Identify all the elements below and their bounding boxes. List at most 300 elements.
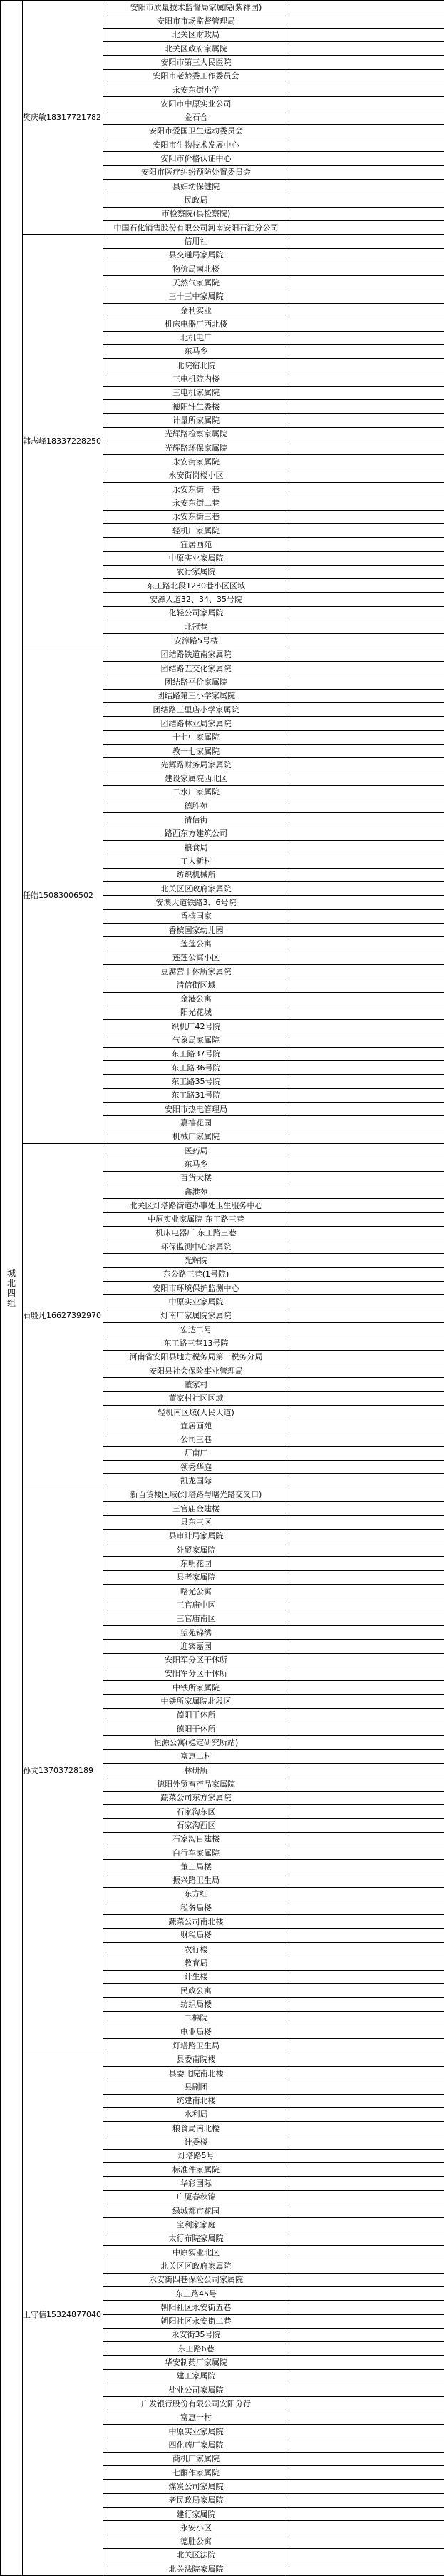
empty-cell	[289, 2011, 444, 2025]
place-cell: 光辉路财务局家属院	[103, 758, 289, 772]
place-cell: 德胜公寓	[103, 2535, 289, 2548]
place-cell: 鑫港苑	[103, 1185, 289, 1198]
place-cell: 富惠一村	[103, 2411, 289, 2424]
place-cell: 太行布院家属院	[103, 2232, 289, 2245]
empty-cell	[289, 717, 444, 730]
empty-cell	[289, 1667, 444, 1680]
place-cell: 安阳市老龄委工作委员会	[103, 69, 289, 83]
contact-cell: 石殷凡16627392970	[23, 1143, 103, 1488]
region-label: 城北四组	[6, 1268, 16, 1309]
place-cell: 电业局楼	[103, 2025, 289, 2038]
empty-cell	[289, 634, 444, 648]
place-cell: 机床电器厂 东工路三巷	[103, 1226, 289, 1240]
empty-cell	[289, 538, 444, 551]
empty-cell	[289, 772, 444, 785]
empty-cell	[289, 1130, 444, 1143]
empty-cell	[289, 1708, 444, 1722]
place-cell: 金港公寓	[103, 992, 289, 1006]
place-cell: 豆腐营干休所家属院	[103, 964, 289, 978]
empty-cell	[289, 152, 444, 165]
contact-cell: 任皓15083006502	[23, 648, 103, 1143]
empty-cell	[289, 248, 444, 262]
empty-cell	[289, 620, 444, 634]
place-cell: 安阳市中原实业公司	[103, 97, 289, 111]
empty-cell	[289, 1874, 444, 1887]
place-cell: 商机厂家属院	[103, 2452, 289, 2465]
place-cell: 县东三区	[103, 1516, 289, 1529]
empty-cell	[289, 1956, 444, 1970]
empty-cell	[289, 923, 444, 936]
empty-cell	[289, 606, 444, 620]
place-cell: 路西东方建筑公司	[103, 827, 289, 840]
empty-cell	[289, 758, 444, 772]
empty-cell	[289, 1915, 444, 1928]
empty-cell	[289, 1350, 444, 1364]
empty-cell	[289, 1267, 444, 1281]
place-cell: 中铁所家属院	[103, 1681, 289, 1695]
place-cell: 县审计局家属院	[103, 1529, 289, 1543]
place-cell: 林研所	[103, 1764, 289, 1777]
place-cell: 光辉院	[103, 1254, 289, 1267]
place-cell: 三电机院内楼	[103, 372, 289, 386]
empty-cell	[289, 303, 444, 317]
empty-cell	[289, 290, 444, 303]
place-cell: 中铁所家属院北段区	[103, 1695, 289, 1708]
empty-cell	[289, 1336, 444, 1350]
place-cell: 德阳针生委楼	[103, 400, 289, 414]
empty-cell	[289, 1282, 444, 1295]
place-cell: 七酮作家属院	[103, 2465, 289, 2479]
empty-cell	[289, 1323, 444, 1336]
place-cell: 安阳市生物技术发展中心	[103, 138, 289, 152]
empty-cell	[289, 1887, 444, 1901]
empty-cell	[289, 344, 444, 358]
place-cell: 安阳市医疗纠纷预防处置委员会	[103, 165, 289, 179]
place-cell: 东工路三巷13号院	[103, 1336, 289, 1350]
place-cell: 北冠巷	[103, 620, 289, 634]
empty-cell	[289, 882, 444, 896]
place-cell: 县交通局家属院	[103, 248, 289, 262]
place-cell: 德阳干休所	[103, 1708, 289, 1722]
place-cell: 宜居画苑	[103, 538, 289, 551]
place-cell: 建行家属院	[103, 2507, 289, 2520]
place-cell: 轻机厂家属院	[103, 523, 289, 537]
place-cell: 北机电厂	[103, 331, 289, 344]
table-row	[1, 1488, 444, 1501]
empty-cell	[289, 702, 444, 716]
empty-cell	[289, 2562, 444, 2576]
place-cell: 纺织局楼	[103, 1998, 289, 2011]
place-cell: 迎宾嘉园	[103, 1640, 289, 1653]
place-cell: 安阳市质量技术监督局家属院(紫祥园)	[103, 1, 289, 14]
empty-cell	[289, 1736, 444, 1749]
place-cell: 朝阳社区永安街五巷	[103, 2301, 289, 2314]
place-cell: 蔬菜公司南北楼	[103, 1915, 289, 1928]
place-cell: 轻机南区域(人民大道)	[103, 1405, 289, 1419]
empty-cell	[289, 1157, 444, 1171]
empty-cell	[289, 2245, 444, 2259]
empty-cell	[289, 1378, 444, 1391]
place-cell: 统建南北楼	[103, 2094, 289, 2107]
table-row	[1, 235, 444, 248]
empty-cell	[289, 937, 444, 951]
place-cell: 蔬菜公司东方家属院	[103, 1791, 289, 1804]
place-cell: 民政公寓	[103, 1984, 289, 1998]
place-cell: 东方红	[103, 1887, 289, 1901]
place-cell: 安阳军分区干休所	[103, 1667, 289, 1680]
place-cell: 天然气家属院	[103, 276, 289, 290]
empty-cell	[289, 1791, 444, 1804]
empty-cell	[289, 235, 444, 248]
empty-cell	[289, 785, 444, 799]
empty-cell	[289, 1143, 444, 1157]
place-cell: 团结路五交化家属院	[103, 662, 289, 675]
empty-cell	[289, 69, 444, 83]
empty-cell	[289, 1419, 444, 1433]
empty-cell	[289, 2438, 444, 2452]
empty-cell	[289, 510, 444, 523]
place-cell: 二棉院	[103, 2011, 289, 2025]
empty-cell	[289, 1543, 444, 1557]
empty-cell	[289, 1764, 444, 1777]
place-cell: 团结路铁道南家属院	[103, 648, 289, 661]
empty-cell	[289, 372, 444, 386]
place-cell: 北关区政府家属院	[103, 41, 289, 55]
empty-cell	[289, 2080, 444, 2094]
empty-cell	[289, 2286, 444, 2300]
place-cell: 县老家属院	[103, 1570, 289, 1584]
empty-cell	[289, 1433, 444, 1446]
place-cell: 振兴路卫生局	[103, 1874, 289, 1887]
empty-cell	[289, 593, 444, 606]
place-cell: 曙光公寓	[103, 1584, 289, 1598]
empty-cell	[289, 868, 444, 881]
empty-cell	[289, 2163, 444, 2177]
empty-cell	[289, 2039, 444, 2053]
place-cell: 计生楼	[103, 1970, 289, 1983]
empty-cell	[289, 482, 444, 496]
place-cell: 金石合	[103, 111, 289, 124]
place-cell: 老民政局家属院	[103, 2493, 289, 2507]
empty-cell	[289, 2383, 444, 2397]
place-cell: 物价局南北楼	[103, 262, 289, 275]
table-row	[1, 648, 444, 661]
empty-cell	[289, 1640, 444, 1653]
empty-cell	[289, 1309, 444, 1322]
empty-cell	[289, 978, 444, 992]
place-cell: 德胜苑	[103, 799, 289, 813]
place-cell: 建设家属院西北区	[103, 772, 289, 785]
place-cell: 永安东街小学	[103, 83, 289, 96]
place-cell: 煤炭公司家属院	[103, 2480, 289, 2493]
place-cell: 三官庙中区	[103, 1598, 289, 1612]
empty-cell	[289, 1970, 444, 1983]
place-cell: 团结路林业局家属院	[103, 717, 289, 730]
empty-cell	[289, 2369, 444, 2383]
place-cell: 化轻公司家属院	[103, 606, 289, 620]
place-cell: 东工路45号	[103, 2286, 289, 2300]
empty-cell	[289, 854, 444, 868]
empty-cell	[289, 1185, 444, 1198]
empty-cell	[289, 1047, 444, 1060]
empty-cell	[289, 2493, 444, 2507]
place-cell: 外贸家属院	[103, 1543, 289, 1557]
place-cell: 石家沟东区	[103, 1804, 289, 1818]
empty-cell	[289, 2535, 444, 2548]
place-cell: 光辉路检察家属院	[103, 427, 289, 441]
empty-cell	[289, 455, 444, 469]
assignment-table-body	[1, 1, 444, 2576]
empty-cell	[289, 2452, 444, 2465]
place-cell: 计委楼	[103, 2135, 289, 2149]
empty-cell	[289, 2411, 444, 2424]
empty-cell	[289, 207, 444, 220]
empty-cell	[289, 41, 444, 55]
empty-cell	[289, 469, 444, 482]
place-cell: 恒源公寓(稳定研究所站)	[103, 1736, 289, 1749]
empty-cell	[289, 1722, 444, 1736]
place-cell: 永安街四巷保险公司家属院	[103, 2273, 289, 2286]
place-cell: 县妇幼保健院	[103, 180, 289, 193]
place-cell: 团结路三里店小学家属院	[103, 702, 289, 716]
empty-cell	[289, 441, 444, 455]
place-cell: 宏达二号	[103, 1323, 289, 1336]
place-cell: 北关法院家属院	[103, 2562, 289, 2576]
region-cell	[1, 1, 23, 2576]
place-cell: 董家村社区区域	[103, 1391, 289, 1405]
empty-cell	[289, 2218, 444, 2232]
empty-cell	[289, 1254, 444, 1267]
empty-cell	[289, 1819, 444, 1832]
place-cell: 领秀华庭	[103, 1461, 289, 1474]
place-cell: 县委南院楼	[103, 2053, 289, 2066]
empty-cell	[289, 1749, 444, 1763]
place-cell: 德阳外贸畜产品家属院	[103, 1777, 289, 1791]
empty-cell	[289, 1584, 444, 1598]
place-cell: 北关区财政局	[103, 28, 289, 41]
place-cell: 朝阳社区永安街二巷	[103, 2314, 289, 2328]
place-cell: 宜居画苑	[103, 1419, 289, 1433]
place-cell: 县剧团	[103, 2080, 289, 2094]
place-cell: 财税局楼	[103, 1928, 289, 1942]
table-row	[1, 1, 444, 14]
place-cell: 北关区区政府家属院	[103, 882, 289, 896]
place-cell: 白行车家属院	[103, 1846, 289, 1859]
empty-cell	[289, 1033, 444, 1047]
empty-cell	[289, 359, 444, 372]
empty-cell	[289, 2328, 444, 2341]
place-cell: 教育局	[103, 1956, 289, 1970]
place-cell: 北关区区政府家属院	[103, 2259, 289, 2273]
place-cell: 安漳路5号楼	[103, 634, 289, 648]
place-cell: 望苑锦绣	[103, 1625, 289, 1639]
empty-cell	[289, 262, 444, 275]
empty-cell	[289, 951, 444, 964]
empty-cell	[289, 1998, 444, 2011]
place-cell: 灯南厂	[103, 1446, 289, 1460]
place-cell: 中原实业家属院 东工路三巷	[103, 1212, 289, 1226]
place-cell: 环保监测中心家属院	[103, 1240, 289, 1254]
empty-cell	[289, 386, 444, 399]
place-cell: 东工路35号院	[103, 1075, 289, 1088]
empty-cell	[289, 2301, 444, 2314]
empty-cell	[289, 1103, 444, 1116]
place-cell: 安阳市环境保护监测中心	[103, 1282, 289, 1295]
place-cell: 二水厂家属院	[103, 785, 289, 799]
empty-cell	[289, 1529, 444, 1543]
place-cell: 清信街	[103, 813, 289, 827]
place-cell: 中原实业家属院	[103, 551, 289, 565]
empty-cell	[289, 1006, 444, 1019]
empty-cell	[289, 56, 444, 69]
place-cell: 中国石化销售股份有限公司河南安阳石油分公司	[103, 221, 289, 235]
place-cell: 织机厂42号院	[103, 1020, 289, 1033]
empty-cell	[289, 2066, 444, 2080]
empty-cell	[289, 565, 444, 578]
table-row	[1, 2053, 444, 2066]
place-cell: 灯塔路卫生局	[103, 2039, 289, 2053]
place-cell: 灯塔路5号	[103, 2149, 289, 2162]
empty-cell	[289, 689, 444, 702]
place-cell: 盐业公司家属院	[103, 2383, 289, 2397]
place-cell: 东公路三巷(1号院)	[103, 1267, 289, 1281]
empty-cell	[289, 1832, 444, 1846]
place-cell: 永安东街二巷	[103, 496, 289, 510]
place-cell: 金利实业	[103, 303, 289, 317]
empty-cell	[289, 414, 444, 427]
empty-cell	[289, 2135, 444, 2149]
empty-cell	[289, 124, 444, 138]
empty-cell	[289, 221, 444, 235]
contact-cell: 樊庆敏18317721782	[23, 1, 103, 235]
place-cell: 市检察院(县检察院)	[103, 207, 289, 220]
place-cell: 三官庙南区	[103, 1612, 289, 1625]
empty-cell	[289, 1, 444, 14]
place-cell: 中原实业北区	[103, 2245, 289, 2259]
empty-cell	[289, 14, 444, 28]
empty-cell	[289, 1598, 444, 1612]
empty-cell	[289, 909, 444, 923]
empty-cell	[289, 551, 444, 565]
place-cell: 广厦春秋锦	[103, 2190, 289, 2204]
empty-cell	[289, 1226, 444, 1240]
place-cell: 永安街家属院	[103, 455, 289, 469]
place-cell: 永安街35号院	[103, 2328, 289, 2341]
place-cell: 三官庙金建楼	[103, 1502, 289, 1516]
empty-cell	[289, 1984, 444, 1998]
place-cell: 东工路37号院	[103, 1047, 289, 1060]
empty-cell	[289, 2397, 444, 2411]
place-cell: 农行楼	[103, 1943, 289, 1956]
place-cell: 广发银行股份有限公司安阳分行	[103, 2397, 289, 2411]
empty-cell	[289, 1695, 444, 1708]
empty-cell	[289, 2480, 444, 2493]
empty-cell	[289, 1901, 444, 1915]
empty-cell	[289, 1612, 444, 1625]
empty-cell	[289, 2548, 444, 2562]
empty-cell	[289, 648, 444, 661]
empty-cell	[289, 896, 444, 909]
empty-cell	[289, 1364, 444, 1377]
place-cell: 民政局	[103, 193, 289, 207]
empty-cell	[289, 1557, 444, 1570]
empty-cell	[289, 813, 444, 827]
place-cell: 东工路北段1230巷小区区域	[103, 579, 289, 593]
empty-cell	[289, 2204, 444, 2218]
empty-cell	[289, 2177, 444, 2190]
place-cell: 莲莲公寓小区	[103, 951, 289, 964]
place-cell: 石家沟自建楼	[103, 1832, 289, 1846]
empty-cell	[289, 730, 444, 744]
empty-cell	[289, 1943, 444, 1956]
empty-cell	[289, 2521, 444, 2535]
place-cell: 灯南厂家属院家属院	[103, 1309, 289, 1322]
place-cell: 公司三巷	[103, 1433, 289, 1446]
empty-cell	[289, 1488, 444, 1501]
place-cell: 团结路平价家属院	[103, 675, 289, 689]
empty-cell	[289, 165, 444, 179]
empty-cell	[289, 1502, 444, 1516]
place-cell: 华安制药厂家属院	[103, 2356, 289, 2369]
place-cell: 永安小区	[103, 2521, 289, 2535]
empty-cell	[289, 111, 444, 124]
empty-cell	[289, 2314, 444, 2328]
empty-cell	[289, 1846, 444, 1859]
empty-cell	[289, 964, 444, 978]
empty-cell	[289, 1295, 444, 1309]
place-cell: 河南省安阳县地方税务局第一税务分局	[103, 1350, 289, 1364]
place-cell: 香槟国家	[103, 909, 289, 923]
place-cell: 县委北院南北楼	[103, 2066, 289, 2080]
place-cell: 绿城都市花园	[103, 2204, 289, 2218]
empty-cell	[289, 799, 444, 813]
place-cell: 富惠二村	[103, 1749, 289, 1763]
empty-cell	[289, 2356, 444, 2369]
contact-cell: 韩志峰18337228250	[23, 235, 103, 648]
place-cell: 永安东街一巷	[103, 482, 289, 496]
place-cell: 粮食局南北楼	[103, 2122, 289, 2135]
contact-cell: 王守信15324877040	[23, 2053, 103, 2576]
empty-cell	[289, 1446, 444, 1460]
place-cell: 华彩国际	[103, 2177, 289, 2190]
place-cell: 建工家属院	[103, 2369, 289, 2383]
empty-cell	[289, 1116, 444, 1130]
empty-cell	[289, 1516, 444, 1529]
place-cell: 东明花园	[103, 1557, 289, 1570]
empty-cell	[289, 400, 444, 414]
place-cell: 董家村	[103, 1378, 289, 1391]
place-cell: 石家沟西区	[103, 1819, 289, 1832]
empty-cell	[289, 83, 444, 96]
place-cell: 东工路36号院	[103, 1061, 289, 1075]
place-cell: 四化药厂家属院	[103, 2438, 289, 2452]
place-cell: 阳光花城	[103, 1006, 289, 1019]
table-row	[1, 1143, 444, 1157]
empty-cell	[289, 28, 444, 41]
empty-cell	[289, 1474, 444, 1488]
place-cell: 信用社	[103, 235, 289, 248]
place-cell: 东马乡	[103, 1157, 289, 1171]
empty-cell	[289, 1061, 444, 1075]
place-cell: 标准件家属院	[103, 2163, 289, 2177]
place-cell: 嘉禧花园	[103, 1116, 289, 1130]
empty-cell	[289, 1240, 444, 1254]
place-cell: 工人新村	[103, 854, 289, 868]
empty-cell	[289, 180, 444, 193]
empty-cell	[289, 1391, 444, 1405]
empty-cell	[289, 662, 444, 675]
place-cell: 安阳市市场监督管理局	[103, 14, 289, 28]
